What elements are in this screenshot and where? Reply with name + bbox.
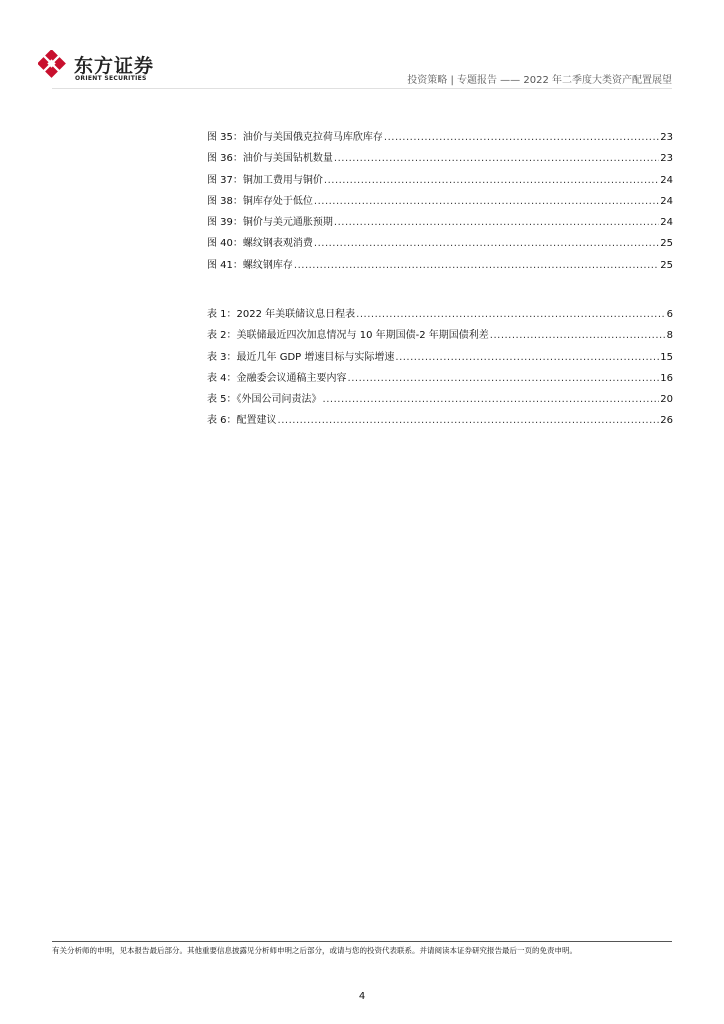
toc-entry-label: 表 6：配置建议 bbox=[207, 415, 277, 427]
logo-english-name: ORIENT SECURITIES bbox=[75, 75, 147, 82]
toc-row-figure[interactable] bbox=[207, 131, 673, 152]
toc-entry-label: 图 41：螺纹钢库存 bbox=[207, 259, 293, 271]
toc-entry-page: 24 bbox=[660, 217, 673, 229]
toc-row-table[interactable] bbox=[207, 414, 673, 435]
toc-leader-dots bbox=[294, 259, 659, 273]
toc-entry-label: 表 1：2022 年美联储议息日程表 bbox=[207, 309, 356, 320]
toc-entry-page: 25 bbox=[660, 238, 673, 250]
table-list bbox=[207, 308, 673, 436]
company-logo bbox=[38, 50, 158, 86]
toc-row-table[interactable] bbox=[207, 372, 673, 393]
toc-row-table[interactable] bbox=[207, 351, 673, 372]
toc-leader-dots bbox=[324, 174, 659, 188]
toc-entry-page: 23 bbox=[660, 132, 673, 143]
toc-leader-dots bbox=[395, 351, 659, 365]
report-header-title: 投资策略 | 专题报告 —— 2022 年二季度大类资产配置展望 bbox=[407, 75, 672, 86]
toc-entry-page: 23 bbox=[660, 153, 673, 165]
toc-entry-page: 16 bbox=[660, 372, 673, 384]
toc-row-figure[interactable] bbox=[207, 216, 673, 237]
toc-entry-label: 表 4：金融委会议通稿主要内容 bbox=[207, 372, 347, 384]
logo-chinese-name: 东方证券 bbox=[74, 55, 155, 77]
toc-row-figure[interactable] bbox=[207, 237, 673, 258]
toc-entry-label: 图 39：铜价与美元通胀预期 bbox=[207, 217, 333, 229]
toc-row-table[interactable] bbox=[207, 329, 673, 350]
toc-entry-label: 图 40：螺纹钢表观消费 bbox=[207, 238, 313, 250]
toc-leader-dots bbox=[384, 131, 659, 145]
toc-entry-page: 15 bbox=[660, 351, 673, 363]
toc-entry-label: 表 3：最近几年 GDP 增速目标与实际增速 bbox=[207, 351, 395, 363]
toc-entry-page: 24 bbox=[660, 195, 673, 207]
toc-leader-dots bbox=[278, 414, 660, 428]
toc-entry-label: 图 37：铜加工费用与铜价 bbox=[207, 174, 323, 186]
toc-entry-page: 24 bbox=[660, 174, 673, 186]
toc-entry-page: 26 bbox=[660, 415, 673, 427]
toc-entry-page: 25 bbox=[660, 259, 673, 271]
toc-leader-dots bbox=[314, 195, 659, 209]
toc-leader-dots bbox=[356, 308, 665, 322]
toc-entry-label: 表 2：美联储最近四次加息情况与 10 年期国债-2 年期国债利差 bbox=[207, 330, 489, 342]
toc-entry-page: 8 bbox=[666, 330, 673, 342]
toc-leader-dots bbox=[348, 372, 660, 386]
orient-logo-icon bbox=[38, 50, 70, 82]
page-number: 4 bbox=[358, 991, 366, 1002]
footer-divider bbox=[52, 941, 672, 942]
header-divider bbox=[52, 88, 672, 89]
footer-disclaimer: 有关分析师的申明，见本报告最后部分。其他重要信息披露见分析师申明之后部分，或请与您的投资代表联系。并请阅读本证券研究报告最后一页的免责申明。 bbox=[52, 946, 577, 955]
toc-row-table[interactable] bbox=[207, 393, 673, 414]
toc-row-figure[interactable] bbox=[207, 174, 673, 195]
toc-entry-page: 20 bbox=[660, 394, 673, 406]
toc-row-figure[interactable] bbox=[207, 152, 673, 173]
toc-entry-page: 6 bbox=[666, 309, 673, 320]
toc-row-figure[interactable] bbox=[207, 259, 673, 280]
toc-entry-label: 表 5：《外国公司问责法》 bbox=[207, 394, 322, 406]
toc-entry-label: 图 35：油价与美国俄克拉荷马库欣库存 bbox=[207, 132, 383, 143]
toc-leader-dots bbox=[334, 216, 659, 230]
toc-entry-label: 图 38：铜库存处于低位 bbox=[207, 195, 313, 207]
toc-entry-label: 图 36：油价与美国钻机数量 bbox=[207, 153, 333, 165]
figure-list bbox=[207, 131, 673, 280]
toc-leader-dots bbox=[314, 237, 659, 251]
toc-row-table[interactable] bbox=[207, 308, 673, 329]
toc-leader-dots bbox=[334, 152, 659, 166]
toc-row-figure[interactable] bbox=[207, 195, 673, 216]
toc-leader-dots bbox=[490, 329, 666, 343]
toc-leader-dots bbox=[323, 393, 660, 407]
